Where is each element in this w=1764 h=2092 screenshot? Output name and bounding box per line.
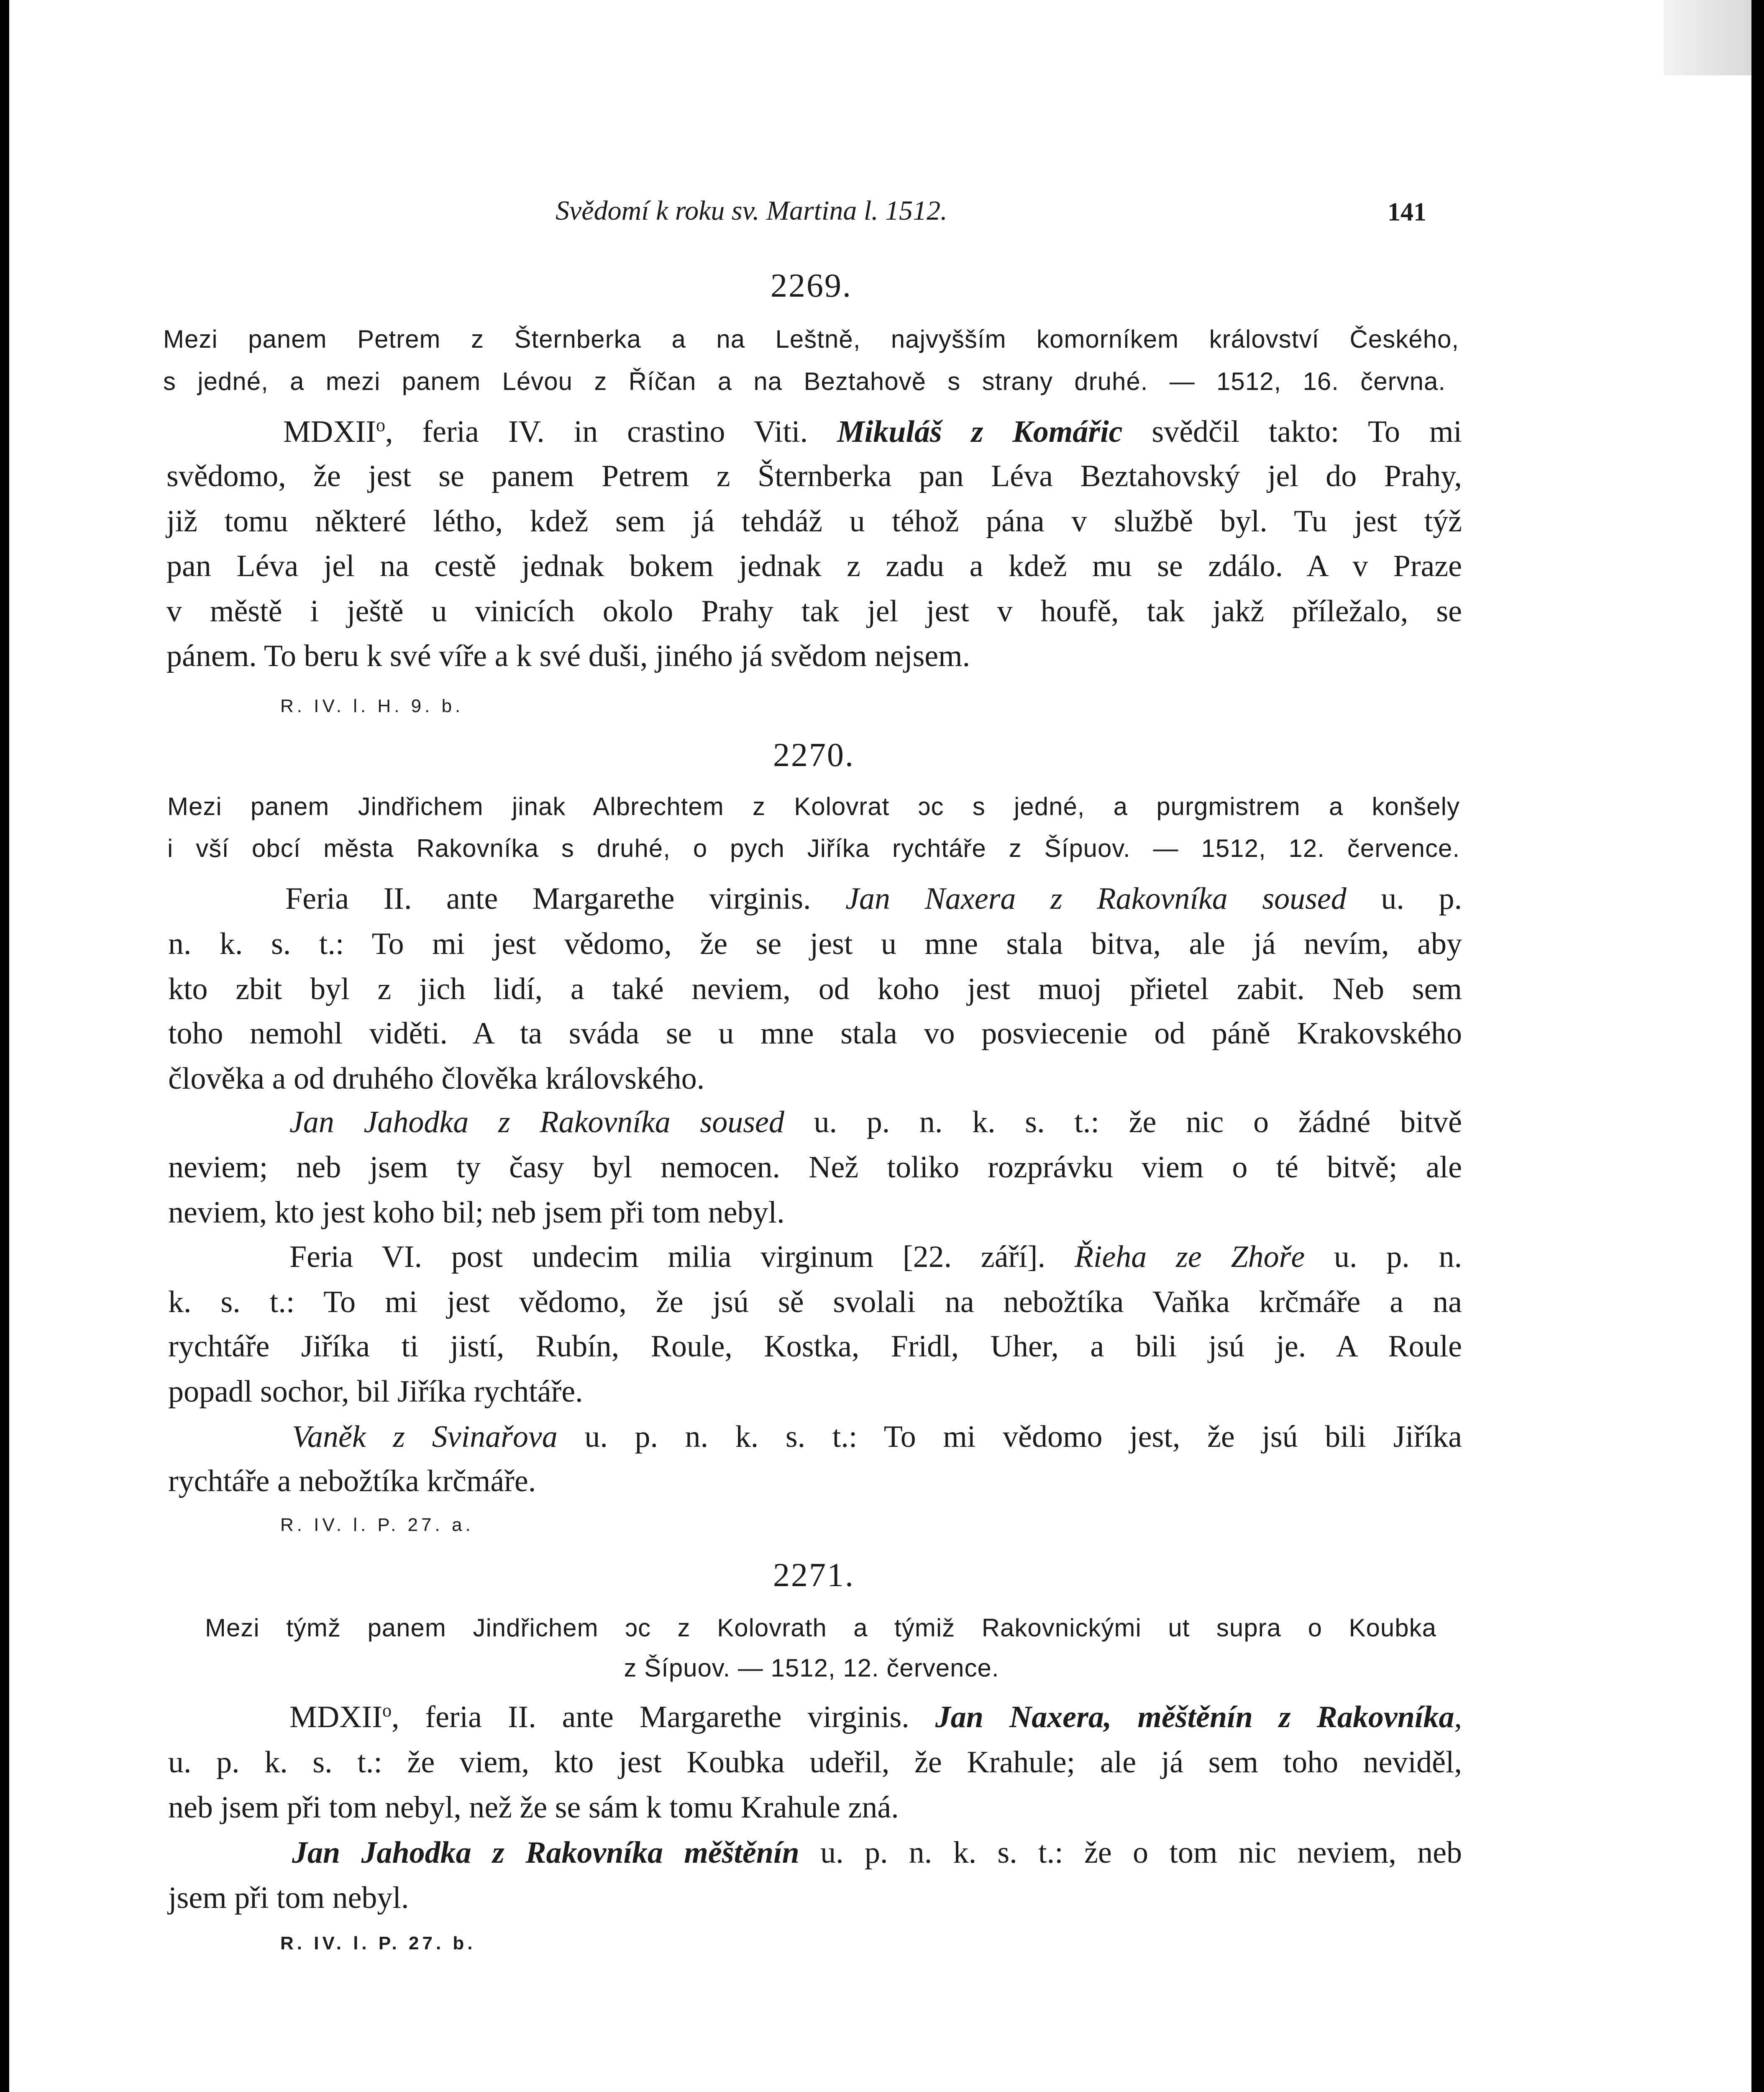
witness-name: Mikuláš z Komářic [837,415,1123,449]
body-line: kto zbit byl z jich lidí, a také neviem, od koho jest muoj přietel zabit. Neb sem [168,972,1462,1006]
entry-number-2270: 2270. [773,737,855,774]
body-line: Feria VI. post undecim milia virginum [22. září]. Řieha ze Zhoře u. p. n. [289,1240,1462,1274]
body-line: toho nemohl viděti. A ta sváda se u mne stala vo posviecenie od páně Krakovského [168,1016,1462,1051]
witness-name: Jan Naxera z Rakovníka soused [845,882,1347,916]
entry-summary-line: Mezi týmž panem Jindřichem ɔc z Kolovrath a týmiž Rakovnickými ut supra o Koubka [205,1614,1436,1642]
body-line: rychtáře Jiříka ti jistí, Rubín, Roule, Kostka, Fridl, Uher, a bili jsú je. A Roule [168,1329,1462,1364]
book-page [9,0,1751,2092]
body-line: Jan Jahodka z Rakovníka soused u. p. n. k. s. t.: že nic o žádné bitvě [289,1105,1462,1139]
body-line: Feria II. ante Margarethe virginis. Jan Naxera z Rakovníka soused u. p. [285,882,1462,916]
witness-name: Řieha ze Zhoře [1074,1240,1305,1274]
archive-reference: R. IV. l. P. 27. b. [280,1933,476,1954]
body-line: neviem, kto jest koho bil; neb jsem při tom nebyl. [168,1195,785,1230]
entry-summary-line: s jedné, a mezi panem Lévou z Říčan a na Beztahově s strany druhé. — 1512, 16. června. [163,367,1446,395]
body-line: pánem. To beru k své víře a k své duši, jiného já svědom nejsem. [166,639,970,673]
body-line: již tomu některé létho, kdež sem já tehdáž u téhož pána v službě byl. Tu jest týž [166,504,1462,538]
archive-reference: R. IV. l. P. 27. a. [280,1515,474,1535]
body-line: MDXII$^o$, feria IV. in crastino Viti. Mikuláš z Komářic svědčil takto: To mi [283,415,1462,449]
witness-name: Jan Naxera, měštěnín z Rakovníka [935,1700,1454,1734]
body-line: neb jsem při tom nebyl, než že se sám k tomu Krahule zná. [168,1790,899,1825]
body-line: MDXII$^o$, feria II. ante Margarethe virginis. Jan Naxera, měštěnín z Rakovníka, [289,1700,1462,1734]
body-line: Jan Jahodka z Rakovníka měštěnín u. p. n. k. s. t.: že o tom nic neviem, neb [292,1836,1462,1870]
body-line: u. p. k. s. t.: že viem, kto jest Koubka udeřil, že Krahule; ale já sem toho neviděl, [168,1745,1462,1779]
body-line: v městě i ještě u vinicích okolo Prahy tak jel jest v houfě, tak jakž příležalo, se [166,594,1462,628]
body-line: člověka a od druhého člověka královského. [168,1061,705,1096]
body-line: pan Léva jel na cestě jednak bokem jednak z zadu a kdež mu se zdálo. A v Praze [166,549,1462,583]
witness-name: Vaněk z Svinařova [292,1420,558,1454]
page-edge-shadow [1664,0,1751,75]
body-line: rychtáře a nebožtíka krčmáře. [168,1464,536,1498]
entry-summary-line: Mezi panem Jindřichem jinak Albrechtem z Kolovrat ɔc s jedné, a purgmistrem a konšely [167,792,1460,820]
body-line: k. s. t.: To mi jest vědomo, že jsú sě svolali na nebožtíka Vaňka krčmáře a na [168,1285,1462,1319]
entry-summary-line: z Šípuov. — 1512, 12. července. [624,1654,999,1682]
body-line: Vaněk z Svinařova u. p. n. k. s. t.: To mi vědomo jest, že jsú bili Jiříka [292,1420,1462,1454]
body-line: neviem; neb jsem ty časy byl nemocen. Než toliko rozprávku viem o té bitvě; ale [168,1150,1462,1184]
running-title: Svědomí k roku sv. Martina l. 1512. [556,195,947,226]
entry-summary-line: Mezi panem Petrem z Šternberka a na Leštně, najvyšším komorníkem království Českého, [163,325,1459,353]
entry-summary-line: i vší obcí města Rakovníka s druhé, o pych Jiříka rychtáře z Šípuov. — 1512, 12. července. [167,834,1460,862]
body-line: n. k. s. t.: To mi jest vědomo, že se jest u mne stala bitva, ale já nevím, aby [168,927,1462,961]
archive-reference: R. IV. l. H. 9. b. [280,696,464,716]
page-number: 141 [1388,198,1426,226]
body-line: svědomo, že jest se panem Petrem z Šternberka pan Léva Beztahovský jel do Prahy, [166,459,1462,493]
body-line: popadl sochor, bil Jiříka rychtáře. [168,1374,583,1409]
entry-number-2269: 2269. [771,267,852,304]
witness-name: Jan Jahodka z Rakovníka měštěnín [292,1836,799,1870]
entry-number-2271: 2271. [773,1557,855,1594]
body-line: jsem při tom nebyl. [168,1881,409,1915]
witness-name: Jan Jahodka z Rakovníka soused [289,1105,784,1139]
